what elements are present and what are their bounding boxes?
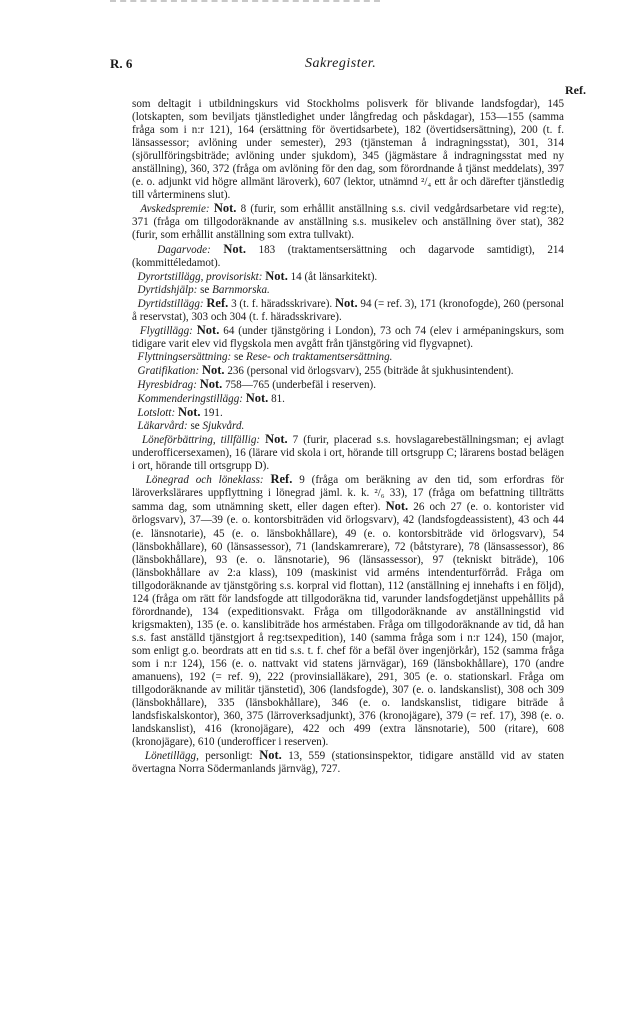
source-abbrev: Not. (265, 268, 288, 283)
entry-text: 9 (fråga om beräkning av den tid, som erfordras för läroverkslärares uppflyttning i lönegrad jäml. k. k. ²/₆ 33), 17 (fråga om befattning tillträtts samma dag, som utnämning skett, eller dagen efter). (132, 474, 564, 514)
source-abbrev: Not. (199, 376, 223, 391)
entry-text: 758—765 (underbefäl i reserven). (225, 378, 377, 391)
entry-dagarvode (132, 243, 564, 270)
entry-dyrtidstillagg (132, 297, 564, 324)
entry-lotslott (132, 406, 564, 420)
entry-loneforbattring (132, 433, 564, 473)
source-abbrev: Not. (385, 499, 409, 514)
entry-heading: Avskedspremie: (140, 203, 210, 216)
source-abbrev: Not. (259, 748, 282, 763)
entry-avskedspremie (132, 202, 564, 242)
entry-lonegrad (132, 473, 564, 749)
source-abbrev: Ref. (206, 295, 229, 310)
entry-heading: Dyrtidshjälp: (137, 283, 198, 296)
entry-heading: Dagarvode: (157, 243, 211, 256)
cross-reference: Sjukvård. (202, 420, 245, 433)
entry-hyresbidrag (132, 378, 564, 392)
entry-heading: Kommenderingstillägg: (137, 393, 243, 406)
entry-text: se (190, 420, 200, 433)
ref-column-marker: Ref. (565, 83, 586, 97)
entry-flyttningsersattning (132, 351, 564, 364)
entry-heading: Löneförbättring, tillfällig: (141, 434, 261, 447)
page-title: Sakregister. (305, 56, 377, 71)
entry-text: 81. (271, 393, 285, 406)
entry-heading: Dyrtidstillägg: (137, 297, 204, 310)
entry-flygtillagg (132, 324, 564, 351)
entry-text: 3 (t. f. häradsskrivare). (231, 297, 333, 310)
top-edge-fragment (110, 0, 380, 8)
entry-heading-plain: personligt: (205, 750, 253, 763)
entry-text: 7 (furir, placerad s.s. hovslagarebeställningsman; ej avlagt underofficersexamen), 16 (lärare vid skola i ort, hörande till ortsgrupp C; lärarens bostad belägen i ort, hörande till ortsgrupp D). (132, 434, 564, 473)
source-abbrev: Not. (177, 405, 201, 420)
entry-text: 13, 559 (stationsinspektor, tidigare anställd vid av staten övertagna Norra Södermanlands järnväg), 727. (132, 750, 564, 776)
entry-text: 64 (under tjänstgöring i London), 73 och 74 (elev i armépaningskurs, som tidigare varit elev vid flygskola men avgått från tjänstgöring vid flygvapnet). (132, 324, 564, 350)
entry-text: 14 (åt länsarkitekt). (290, 270, 378, 283)
entry-heading: Lönetillägg, (144, 750, 199, 763)
entry-text: som deltagit i utbildningskurs vid Stockholms polisverk för blivande landsfogdar), 145 (lotskapten, som beviljats tjänstledighet under långfredag och påskdagar), 153—155 (samma fråga som i n:r 121), 164 (ersättning för övertidsarbete), 182 (övertidsersättning), 200 (t. f. länsassessor; avlöning under semester), 293 (tjänsteman å indragningsstat), 301, 314 (sjörullföringsbiträde; avlöning under sjukdom), 345 (jägmästare å indragningsstat med ny anställning), 360, 372 (fråga om avlöning för den dag, som förordnande å tjänst meddelats), 397 (e. o. adjunkt vid högre allmänt läroverk), 607 (lektor, utnämnd ²/₄ ett år och därefter tjänstledig till vårterminens slut). (132, 98, 564, 202)
entry-continuation (132, 98, 564, 202)
source-abbrev: Not. (245, 391, 269, 406)
entry-heading: Lotslott: (137, 407, 176, 420)
source-abbrev: Not. (335, 295, 358, 310)
cross-reference: Rese- och traktamentsersättning. (246, 350, 393, 363)
entry-text: 191. (203, 407, 223, 420)
register-body (132, 98, 564, 776)
entry-kommenderingstillagg (132, 392, 564, 406)
entry-heading: Läkarvård: (137, 420, 188, 433)
entry-heading: Flygtillägg: (139, 324, 193, 337)
source-abbrev: Not. (265, 432, 288, 447)
entry-text: 183 (traktamentsersättning och dagarvode samtidigt), 214 (kommittéledamot). (132, 243, 564, 269)
source-abbrev: Not. (201, 362, 225, 377)
entry-lakarvard (132, 420, 564, 433)
entry-text: 94 (= ref. 3), 171 (kronofogde), 260 (personal å reservstat), 303 och 304 (t. f. häradsskrivare). (132, 297, 565, 323)
entry-dyrortstillagg (132, 270, 564, 284)
entry-gratifikation (132, 364, 564, 378)
entry-text: se (234, 350, 244, 363)
source-abbrev: Not. (213, 201, 237, 216)
entry-heading: Gratifikation: (137, 364, 200, 377)
entry-heading: Lönegrad och löneklass: (145, 474, 264, 487)
entry-heading: Hyresbidrag: (137, 378, 197, 391)
source-abbrev: Not. (196, 322, 220, 337)
page-number: R. 6 (110, 56, 133, 71)
entry-heading: Dyrortstillägg, provisoriskt: (137, 270, 263, 283)
page-header (110, 56, 510, 76)
cross-reference: Barnmorska. (212, 283, 270, 296)
entry-heading: Flyttningsersättning: (137, 350, 232, 363)
entry-text: 236 (personal vid örlogsvarv), 255 (biträde åt sjukhusintendent). (227, 364, 514, 377)
entry-text: 26 och 27 (e. o. kontorister vid örlogsvarv), 37—39 (e. o. kontorsbiträden vid örlogsvarv), 42 (landsfogdeassistent), 43 och 44 (e. länsnotarie), 45 (e. o. länsbokhållare), 49 (e. o. kontorsbiträde vid örlogsvarv), 54 (länsbokhållare), 60 (länsassessor), 71 (landskamrerare), 72 (båtstyrare), 78 (länsassessor), 86 (länsbokhållare), 93 (e. o. länsnotarie), 96 (länsassessor), 97 (tekniskt biträde), 106 (länsbokhållare av 2:a klass), 109 (maskinist vid arméns intendenturförråd. Fråga om tillgodoräknande av tjänstgöring s.s. korpral vid flottan), 112 (anställning ej innehafts i en följd), 124 (fråga om rätt för landsfogde att tillgodoräkna tid, varunder landsfogdetjänst uppehållits på förordnande), 134 (expeditionsvakt. Fråga om tillgodoräknande av anställningstid vid krigsmakten), 135 (e. o. kanslibiträde hos arméstaben. Fråga om tillgodoräknande av tid, då han s.s. fast anställd tjänstgjort å reg:tsexpedition), 140 (samma fråga som i n:r 124), 150 (major, som enligt g.o. beordrats att en tid s.s. t. f. chef för a befäl över ingenjörkår), 152 (samma fråga som i n:r 124), 156 (e. o. nattvakt vid statens järnvägar), 169 (länsbokhållare), 170 (andre amanuens), 192 (= ref. 9), 222 (provinsialläkare), 291, 305 (e. o. stationskarl. Fråga om tillgodoräknande av militär tjänstetid), 306 (landsfogde), 307 (e. o. landskanslist), 308 och 309 (länsbokhållare), 335 (länsbokhållare), 346 (e. o. landskanslist, tidigare biträde å landsfiskalskontor), 360, 375 (lärroverksadjunkt), 376 (kronojägare), 379 (= ref. 17), 398 (e. o. landskanslist), 416 (kronojägare), 422 och 499 (extra länsnotarie), 500 (ritare), 608 (kronojägare), 610 (underofficer i reserven). (132, 501, 564, 749)
entry-text: 8 (furir, som erhållit anställning s.s. civil vedgårdsarbetare vid reg:te), 371 (fråga om tillgodoräknande av anställning s.s. musikelev och anställning över stat), 382 (furir, som erhållit anställning som extra tullvakt). (132, 203, 564, 242)
entry-lonetillagg (132, 749, 564, 776)
source-abbrev: Ref. (270, 472, 293, 487)
source-abbrev: Not. (223, 241, 246, 256)
entry-text: se (200, 283, 210, 296)
